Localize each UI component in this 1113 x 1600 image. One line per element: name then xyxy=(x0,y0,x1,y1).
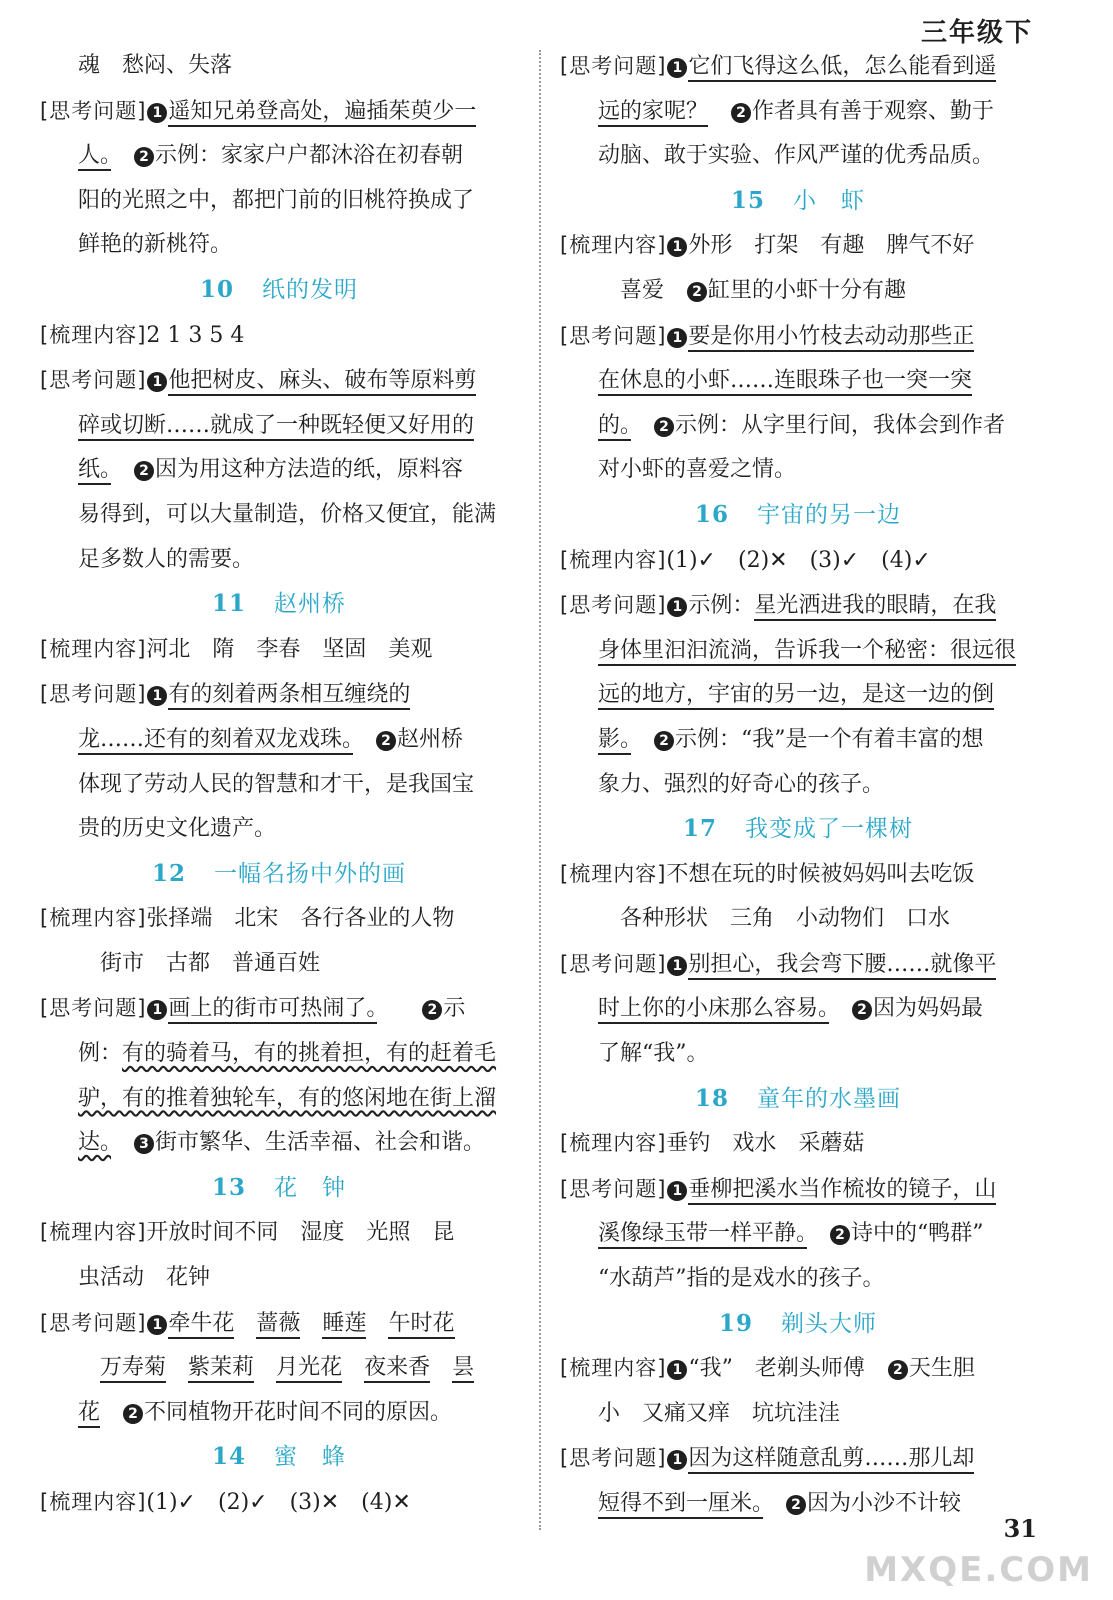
text-line xyxy=(40,896,518,942)
section-title xyxy=(560,179,1036,224)
marker-2: 2 xyxy=(687,282,707,302)
section-number: 17 xyxy=(682,815,717,843)
answer-text: 缸里的小虾十分有趣 xyxy=(708,277,907,303)
grade-header: 三年级下 xyxy=(920,18,1033,48)
text-line xyxy=(560,942,1036,988)
label-sort: [梳理内容] xyxy=(560,233,667,258)
section-number: 13 xyxy=(211,1173,246,1201)
label-sort: [梳理内容] xyxy=(40,1490,147,1514)
quote-text: 他把树皮、麻头、破布等原料剪 xyxy=(168,368,476,396)
text-line: 体现了劳动人民的智慧和才干，是我国宝 xyxy=(78,771,475,797)
marker-2: 2 xyxy=(134,461,154,481)
right-column xyxy=(560,44,1036,1527)
section-number: 12 xyxy=(151,859,186,887)
section-number: 10 xyxy=(199,275,234,303)
quote-text: 的。 xyxy=(598,413,631,441)
section-title xyxy=(40,1166,518,1211)
text-line xyxy=(560,718,1036,763)
answer-text: 例： xyxy=(78,1041,123,1067)
section-name: 我变成了一棵树 xyxy=(745,816,913,843)
text-line xyxy=(560,987,1036,1032)
section-name: 小 虾 xyxy=(793,187,865,214)
text-line xyxy=(560,404,1036,449)
quote-text: 龙……还有的刻着双龙戏珠。 xyxy=(78,727,353,755)
section-name: 赵州桥 xyxy=(274,591,346,618)
answer-text: 2 1 3 5 4 xyxy=(146,322,245,348)
label-think: [思考问题] xyxy=(40,682,147,707)
text-line xyxy=(40,358,518,404)
page-number: 31 xyxy=(1003,1514,1037,1543)
answer-text: “我” 老剃头师傅 xyxy=(688,1356,865,1382)
answer-text: 示 xyxy=(443,996,466,1022)
section-name: 一幅名扬中外的画 xyxy=(214,860,406,887)
section-name: 童年的水墨画 xyxy=(757,1085,901,1112)
quote-text: 影。 xyxy=(598,727,631,755)
answer-text: 诗中的“鸭群” xyxy=(851,1221,984,1247)
answer-text: 示例： xyxy=(688,593,755,619)
text-line: 动脑、敢于实验、作风严谨的优秀品质。 xyxy=(598,143,995,169)
marker-2: 2 xyxy=(376,731,396,751)
text-line xyxy=(560,314,1036,360)
text-line xyxy=(40,1210,518,1256)
quote-text: 星光洒进我的眼睛，在我 xyxy=(754,593,996,621)
marker-1: 1 xyxy=(667,597,687,617)
label-think: [思考问题] xyxy=(560,54,667,78)
marker-2: 2 xyxy=(654,417,674,437)
quote-text: 因为这样随意乱剪……那儿却 xyxy=(688,1446,974,1474)
text-line xyxy=(560,538,1036,584)
text-line: 街市 古都 普通百姓 xyxy=(100,950,321,976)
text-line xyxy=(40,1121,518,1166)
flower-name: 夜来香 xyxy=(364,1355,430,1383)
answer-text: 示例：家家户户都沐浴在初春朝 xyxy=(155,143,464,169)
quote-text: 垂柳把溪水当作梳妆的镜子，山 xyxy=(688,1177,996,1205)
text-line xyxy=(560,1482,1036,1527)
label-think: [思考问题] xyxy=(40,1310,147,1335)
label-sort: [梳理内容] xyxy=(40,636,147,661)
answer-text: 示例：从字里行间，我体会到作者 xyxy=(675,412,1006,438)
marker-1: 1 xyxy=(667,237,687,257)
text-line xyxy=(40,627,518,673)
label-think: [思考问题] xyxy=(40,98,147,123)
text-line xyxy=(40,1346,518,1391)
text-line xyxy=(560,1167,1036,1213)
section-title xyxy=(560,807,1036,852)
answer-text: 作者具有善于观察、勤于 xyxy=(752,98,995,124)
text-line xyxy=(560,44,1036,90)
quote-text: 人。 xyxy=(78,143,111,171)
text-line xyxy=(560,223,1036,269)
flower-name: 月光花 xyxy=(276,1355,342,1383)
watermark-logo: MXQE.COM xyxy=(864,1550,1093,1590)
answer-text: 示例：“我”是一个有着丰富的想 xyxy=(675,726,984,752)
quote-text: 身体里汩汩流淌，告诉我一个秘密：很远很 xyxy=(598,638,1016,666)
text-line xyxy=(560,852,1036,898)
section-number: 18 xyxy=(694,1084,729,1112)
column-divider xyxy=(539,50,541,1530)
text-line xyxy=(560,359,1036,404)
flower-name: 午时花 xyxy=(388,1311,454,1339)
answer-text: 张择端 北宋 各行各业的人物 xyxy=(146,906,455,932)
marker-1: 1 xyxy=(147,372,167,392)
answer-text: 不想在玩的时候被妈妈叫去吃饭 xyxy=(666,861,975,887)
quote-text: 在休息的小虾……连眼珠子也一突一突 xyxy=(598,368,972,396)
quote-text: 它们飞得这么低，怎么能看到遥 xyxy=(688,54,996,82)
marker-1: 1 xyxy=(667,58,687,78)
section-title xyxy=(560,1077,1036,1122)
text-line xyxy=(40,313,518,359)
label-think: [思考问题] xyxy=(560,323,667,348)
text-line xyxy=(560,269,1036,314)
section-title xyxy=(40,1435,518,1480)
section-number: 15 xyxy=(730,186,765,214)
section-title xyxy=(560,493,1036,538)
text-line xyxy=(40,986,518,1032)
section-title xyxy=(560,1302,1036,1347)
quote-text: 画上的街市可热闹了。 xyxy=(168,996,377,1024)
quote-text: 别担心，我会弯下腰……就像平 xyxy=(688,952,996,980)
answer-text: 开放时间不同 湿度 光照 昆 xyxy=(146,1220,455,1246)
marker-1: 1 xyxy=(667,1450,687,1470)
flower-name: 睡莲 xyxy=(322,1311,366,1339)
section-number: 14 xyxy=(211,1443,246,1471)
quote-text: 要是你用小竹枝去动动那些正 xyxy=(688,324,974,352)
answer-text: 喜爱 xyxy=(620,277,665,303)
marker-2: 2 xyxy=(731,103,751,123)
section-name: 宇宙的另一边 xyxy=(757,501,901,528)
marker-1: 1 xyxy=(147,103,167,123)
answer-text: 街市繁华、生活幸福、社会和谐。 xyxy=(155,1130,486,1156)
label-sort: [梳理内容] xyxy=(40,1220,147,1245)
text-line xyxy=(560,673,1036,718)
marker-1: 1 xyxy=(147,1315,167,1335)
marker-2: 2 xyxy=(123,1404,143,1424)
section-name: 剃头大师 xyxy=(781,1310,877,1337)
marker-2: 2 xyxy=(786,1495,806,1515)
text-line xyxy=(40,1301,518,1347)
wavy-quote: 有的骑着马，有的挑着担，有的赶着毛 xyxy=(122,1041,497,1067)
wavy-quote: 达。 xyxy=(78,1130,112,1156)
quote-text: 碎或切断……就成了一种既轻便又好用的 xyxy=(78,413,474,441)
text-line xyxy=(40,89,518,135)
answer-text: 河北 隋 李春 坚固 美观 xyxy=(146,636,433,662)
label-think: [思考问题] xyxy=(560,1176,667,1201)
wavy-quote: 驴，有的推着独轮车，有的悠闲地在街上溜 xyxy=(78,1085,497,1111)
text-line: 易得到，可以大量制造，价格又便宜，能满 xyxy=(78,501,497,527)
text-line: 各种形状 三角 小动物们 口水 xyxy=(620,906,951,932)
label-sort: [梳理内容] xyxy=(40,322,147,347)
answer-text: (1)✓ (2)✕ (3)✓ (4)✓ xyxy=(666,547,931,573)
section-number: 19 xyxy=(718,1309,753,1337)
label-think: [思考问题] xyxy=(560,1446,667,1471)
flower-name: 万寿菊 xyxy=(100,1355,166,1383)
text-line xyxy=(560,90,1036,135)
text-line xyxy=(560,1346,1036,1392)
quote-text: 时上你的小床那么容易。 xyxy=(598,996,829,1024)
quote-text: 溪像绿玉带一样平静。 xyxy=(598,1221,807,1249)
label-think: [思考问题] xyxy=(40,368,147,393)
text-line: 阳的光照之中，都把门前的旧桃符换成了 xyxy=(78,187,475,213)
answer-text: 天生胆 xyxy=(908,1356,975,1382)
section-number: 16 xyxy=(694,500,729,528)
quote-text: 短得不到一厘米。 xyxy=(598,1491,763,1519)
text-line: 小 又痛又痒 坑坑洼洼 xyxy=(598,1400,841,1426)
text-line xyxy=(40,134,518,179)
marker-1: 1 xyxy=(147,686,167,706)
flower-name: 蔷薇 xyxy=(256,1311,300,1339)
flower-name: 紫茉莉 xyxy=(188,1355,254,1383)
marker-1: 1 xyxy=(667,1360,687,1380)
marker-2: 2 xyxy=(852,1000,872,1020)
marker-1: 1 xyxy=(667,1181,687,1201)
text-line xyxy=(40,448,518,493)
answer-text: 赵州桥 xyxy=(397,726,464,752)
text-line xyxy=(40,1480,518,1526)
text-line xyxy=(560,1436,1036,1482)
marker-1: 1 xyxy=(667,956,687,976)
flower-name: 昙 xyxy=(452,1355,474,1383)
section-name: 蜜 蜂 xyxy=(274,1444,346,1471)
answer-text: 垂钓 戏水 采蘑菇 xyxy=(666,1131,865,1157)
text-line xyxy=(560,1212,1036,1257)
quote-text: 远的家呢？ xyxy=(598,99,708,127)
label-sort: [梳理内容] xyxy=(560,1131,667,1156)
marker-3: 3 xyxy=(134,1134,154,1154)
answer-text: 因为用这种方法造的纸，原料容 xyxy=(155,457,464,483)
text-line: 贵的历史文化遗产。 xyxy=(78,816,277,842)
text-line xyxy=(40,1077,518,1122)
label-think: [思考问题] xyxy=(40,996,147,1021)
flower-name: 牵牛花 xyxy=(168,1311,234,1339)
answer-text: 不同植物开花时间不同的原因。 xyxy=(144,1399,453,1425)
text-line xyxy=(40,1032,518,1077)
marker-1: 1 xyxy=(147,1000,167,1020)
text-line xyxy=(40,672,518,718)
text-line xyxy=(40,1391,518,1436)
marker-2: 2 xyxy=(830,1225,850,1245)
section-title xyxy=(40,582,518,627)
label-sort: [梳理内容] xyxy=(40,906,147,931)
marker-2: 2 xyxy=(654,731,674,751)
text-line: 鲜艳的新桃符。 xyxy=(78,232,233,258)
text-line xyxy=(560,629,1036,674)
marker-2: 2 xyxy=(422,1000,442,1020)
text-line: 对小虾的喜爱之情。 xyxy=(598,457,797,483)
quote-text: 远的地方，宇宙的另一边，是这一边的倒 xyxy=(598,682,994,710)
text-line xyxy=(560,583,1036,629)
section-title xyxy=(40,852,518,897)
quote-text: 有的刻着两条相互缠绕的 xyxy=(168,682,410,710)
text-line: 了解“我”。 xyxy=(598,1041,709,1067)
marker-2: 2 xyxy=(134,147,154,167)
answer-text: (1)✓ (2)✓ (3)✕ (4)✕ xyxy=(146,1490,411,1515)
section-number: 11 xyxy=(211,590,246,618)
text-line: “水葫芦”指的是戏水的孩子。 xyxy=(598,1266,885,1292)
quote-text: 遥知兄弟登高处，遍插茱萸少一 xyxy=(168,99,476,127)
text-line xyxy=(40,404,518,449)
label-think: [思考问题] xyxy=(560,951,667,976)
text-line xyxy=(560,1121,1036,1167)
text-line xyxy=(40,44,518,89)
label-sort: [梳理内容] xyxy=(560,547,667,572)
left-column xyxy=(40,44,518,1526)
text-line xyxy=(40,718,518,763)
section-name: 纸的发明 xyxy=(262,276,358,303)
answer-text: 因为妈妈最 xyxy=(873,996,984,1022)
text-line: 虫活动 花钟 xyxy=(78,1265,211,1291)
answer-text: 因为小沙不计较 xyxy=(807,1491,962,1516)
text-line: 足多数人的需要。 xyxy=(78,546,255,572)
quote-text: 纸。 xyxy=(78,457,111,485)
flower-name: 花 xyxy=(78,1400,100,1428)
marker-2: 2 xyxy=(888,1360,908,1380)
marker-1: 1 xyxy=(667,328,687,348)
section-title xyxy=(40,268,518,313)
label-think: [思考问题] xyxy=(560,593,667,618)
section-name: 花 钟 xyxy=(274,1174,346,1201)
label-sort: [梳理内容] xyxy=(560,861,667,886)
answer-text: 魂 愁闷、失落 xyxy=(78,53,233,78)
answer-text: 外形 打架 有趣 脾气不好 xyxy=(688,233,975,259)
text-line: 象力、强烈的好奇心的孩子。 xyxy=(598,771,885,797)
label-sort: [梳理内容] xyxy=(560,1356,667,1381)
